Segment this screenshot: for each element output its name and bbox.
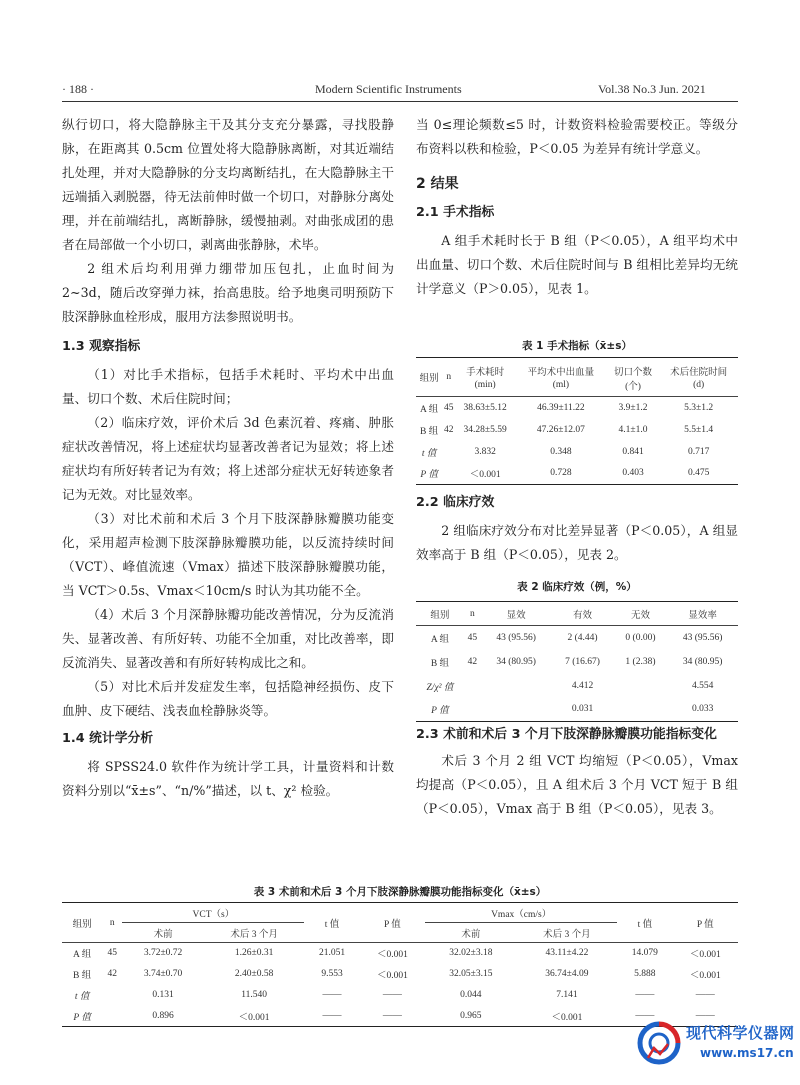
table-header: n xyxy=(469,608,475,619)
paragraph: 2 组临床疗效分布对比差异显著（P＜0.05），A 组显效率高于 B 组（P＜0.05），见表 2。 xyxy=(416,523,738,562)
header-rule xyxy=(62,101,738,102)
table-header: Vmax（cm/s） xyxy=(425,903,617,923)
paragraph: （1）对比手术指标，包括手术耗时、平均术中出血量、切口个数、术后住院时间； xyxy=(62,367,394,406)
paragraph: 将 SPSS24.0 软件作为统计学工具，计量资料和计数资料分别以“x̄±s”、“n/%”描述，以 t、χ² 检验。 xyxy=(62,759,394,798)
watermark-logo-icon xyxy=(634,1018,684,1068)
table-cell: Z/χ² 值 xyxy=(426,682,454,693)
paragraph: A 组手术耗时长于 B 组（P＜0.05），A 组平均术中出血量、切口个数、术后住院时间与 B 组相比差异均无统计学意义（P＞0.05），见表 1。 xyxy=(416,233,738,296)
table-cell: 14.079 xyxy=(631,948,658,959)
page-number: · 188 · xyxy=(62,82,94,96)
table-cell xyxy=(102,985,122,1006)
table-header: 显效率 xyxy=(688,610,717,621)
table-row xyxy=(62,985,738,1006)
table-cell: —— xyxy=(635,990,655,1000)
paragraph: （2）临床疗效，评价术后 3d 色素沉着、疼痛、肿胀症状改善情况，将上述症状均显著改善者记为显效；将上述症状均有所好转者记为有效；将上述部分症状无好转迹象者记为无效。对比显效率。 xyxy=(62,415,394,502)
table-cell: 4.1±1.0 xyxy=(618,424,648,435)
table-unit: (min) xyxy=(455,378,515,397)
table-cell: 45 xyxy=(444,402,454,413)
table-row xyxy=(416,441,738,463)
paragraph: 术后 3 个月 2 组 VCT 均缩短（P＜0.05），Vmax 均提高（P＜0.05），且 A 组术后 3 个月 VCT 短于 B 组（P＜0.05），Vmax 高于 B 组（P＜0.05），见表 3。 xyxy=(416,753,738,816)
table-cell: 3.72±0.72 xyxy=(143,948,183,959)
watermark-name: 现代科学仪器网 xyxy=(686,1024,795,1042)
table-cell xyxy=(464,674,481,698)
table-row xyxy=(416,397,738,419)
table-cell: ＜0.001 xyxy=(238,1012,270,1023)
table-row xyxy=(416,626,738,650)
paragraph: 当 0≤理论频数≤5 时，计数资料检验需要校正。等级分布资料以秩和检验，P＜0.05 为差异有统计学意义。 xyxy=(416,117,738,156)
table-cell: 36.74±4.09 xyxy=(545,969,589,979)
paragraph: （5）对比术后并发症发生率，包括隐神经损伤、皮下血肿、皮下硬结、浅表血栓静脉炎等。 xyxy=(62,679,394,718)
table-cell: 3.74±0.70 xyxy=(143,969,183,979)
table-cell: —— xyxy=(695,1010,715,1021)
table-row xyxy=(416,698,738,722)
section-2-2 xyxy=(416,491,738,567)
section-heading: 2.1 手术指标 xyxy=(416,205,495,220)
table-cell: B 组 xyxy=(73,971,92,981)
table2-caption: 表 2 临床疗效（例，%） xyxy=(517,581,637,593)
table-row xyxy=(416,463,738,485)
table-header: 组别 xyxy=(430,610,450,621)
table-cell: 47.26±12.07 xyxy=(536,424,585,435)
table-row xyxy=(416,674,738,698)
table-header: 手术耗时 xyxy=(466,368,505,378)
table-cell: —— xyxy=(635,1010,655,1021)
table-cell: 0.728 xyxy=(550,468,572,479)
table-subheader: 术前 xyxy=(425,923,517,943)
table-subheader: 术后 3 个月 xyxy=(517,923,618,943)
table-subheader: 术前 xyxy=(122,923,203,943)
table-cell xyxy=(102,1006,122,1027)
table-cell: 0.403 xyxy=(622,468,644,479)
table-cell: 0.348 xyxy=(550,446,572,457)
table-cell: 34 (80.95) xyxy=(496,656,536,667)
table-cell: 4.554 xyxy=(691,680,714,691)
table-cell: 42 xyxy=(107,969,118,979)
table-cell: 0.044 xyxy=(460,990,482,1000)
table-header: 显效 xyxy=(506,610,526,621)
table-cell: 43 (95.56) xyxy=(496,632,536,643)
table-cell: 43.11±4.22 xyxy=(545,948,589,959)
table-cell: 0.475 xyxy=(687,468,710,479)
table-cell: 34.28±5.59 xyxy=(463,424,507,435)
table-cell: P 值 xyxy=(73,1012,91,1023)
table-cell: —— xyxy=(695,990,715,1000)
table-cell: 3.832 xyxy=(474,446,496,457)
table-unit: (d) xyxy=(659,378,738,397)
table1-caption: 表 1 手术指标（x̄±s） xyxy=(522,340,632,352)
watermark-url: www.ms17.cn xyxy=(700,1046,794,1060)
table-cell: t 值 xyxy=(74,992,90,1002)
table-unit: (ml) xyxy=(515,378,607,397)
table-header: n xyxy=(102,903,122,943)
section-heading: 2.2 临床疗效 xyxy=(416,495,495,510)
table-cell xyxy=(614,698,668,722)
table-cell: 45 xyxy=(107,948,118,959)
table3 xyxy=(62,902,738,1027)
table-cell: 0.717 xyxy=(687,446,710,457)
table-cell: ＜0.001 xyxy=(469,470,501,481)
table-cell: ＜0.001 xyxy=(376,950,408,961)
table-cell: 0.841 xyxy=(622,446,644,457)
issue-info: Vol.38 No.3 Jun. 2021 xyxy=(598,82,706,96)
section-heading: 2 结果 xyxy=(416,176,459,192)
table-header: 平均术中出血量 xyxy=(527,368,595,378)
table-cell: ＜0.001 xyxy=(376,971,408,981)
right-column xyxy=(416,113,738,301)
table-cell: 42 xyxy=(467,656,478,667)
table-header: 有效 xyxy=(573,610,593,621)
table-cell: —— xyxy=(322,990,342,1000)
table-cell: 38.63±5.12 xyxy=(463,402,507,413)
table-row xyxy=(62,964,738,985)
paragraph: 纵行切口，将大隐静脉主干及其分支充分暴露，寻找股静脉，在距离其 0.5cm 位置处将大隐静脉离断，对其近端结扎处理，并对大隐静脉的分支均离断结扎，在大隐静脉主干远端插入剥脱器，待无法前伸时做一个切口，对静脉分离处理，并在前端结扎，离断静脉，缓慢抽剥。对曲张成团的患者在局部做一个小切口，剥离曲张静脉，术毕。 xyxy=(62,117,394,252)
table-cell: 5.888 xyxy=(634,969,656,979)
table-cell: P 值 xyxy=(420,470,438,481)
table-header: 术后住院时间 xyxy=(670,368,728,378)
table-cell: 2.40±0.58 xyxy=(234,969,274,979)
table-cell: 7.141 xyxy=(556,990,578,1000)
table-cell: B 组 xyxy=(430,658,450,669)
table-cell: —— xyxy=(322,1010,342,1021)
table-cell: 3.9±1.2 xyxy=(618,402,648,413)
table-cell: ＜0.001 xyxy=(551,1012,583,1023)
table-cell: P 值 xyxy=(431,706,449,717)
table-cell xyxy=(464,698,481,722)
table-cell xyxy=(442,463,455,485)
table3-caption: 表 3 术前和术后 3 个月下肢深静脉瓣膜功能指标变化（x̄±s） xyxy=(253,886,547,898)
table-cell: 43 (95.56) xyxy=(682,632,723,643)
table-cell: 7 (16.67) xyxy=(565,656,600,667)
table-header: P 值 xyxy=(673,903,738,943)
table-cell: 0.896 xyxy=(152,1010,174,1021)
table-cell: 5.5±1.4 xyxy=(684,424,714,435)
table2 xyxy=(416,601,738,722)
table-cell: 0 (0.00) xyxy=(625,632,656,643)
table-cell: ＜0.001 xyxy=(689,950,721,961)
table-cell: 9.553 xyxy=(321,969,343,979)
table-cell: 1 (2.38) xyxy=(625,656,656,667)
table-cell: 32.05±3.15 xyxy=(449,969,493,979)
table-cell: 5.3±1.2 xyxy=(684,402,714,413)
table-header: VCT（s） xyxy=(122,903,304,923)
table-cell xyxy=(481,674,552,698)
table-cell: ＜0.001 xyxy=(689,971,721,981)
table-cell: 32.02±3.18 xyxy=(449,948,493,959)
table-cell: 21.051 xyxy=(318,948,346,959)
table-header: 组别 xyxy=(416,358,442,397)
table-unit: (个) xyxy=(607,378,659,397)
paragraph: 2 组术后均利用弹力绷带加压包扎，止血时间为 2~3d，随后改穿弹力袜，抬高患肢。给予地奥司明预防下肢深静脉血栓形成，服用方法参照说明书。 xyxy=(62,261,394,324)
table-cell xyxy=(442,441,455,463)
table-cell: 4.412 xyxy=(571,680,594,691)
paragraph: （3）对比术前和术后 3 个月下肢深静脉瓣膜功能变化，采用超声检测下肢深静脉瓣膜功能，以反流持续时间（VCT）、峰值流速（Vmax）描述下肢深静脉瓣膜功能，当 VCT＞0.5s、Vmax＜10cm/s 时认为其功能不全。 xyxy=(62,511,394,598)
table-cell: 2 (4.44) xyxy=(567,632,598,643)
table-header: n xyxy=(442,358,455,397)
table-cell: 42 xyxy=(444,424,454,435)
table1 xyxy=(416,357,738,485)
table-cell: t 值 xyxy=(421,448,437,459)
table-cell: B 组 xyxy=(420,426,439,437)
table-header: 切口个数 xyxy=(614,368,653,378)
table-header: t 值 xyxy=(304,903,359,943)
table-cell: A 组 xyxy=(73,950,92,961)
table-cell: 0.033 xyxy=(691,704,714,715)
left-column xyxy=(62,113,394,803)
table-cell: 45 xyxy=(467,632,478,643)
section-heading: 1.3 观察指标 xyxy=(62,339,141,354)
table-header: P 值 xyxy=(360,903,425,943)
section-2-3 xyxy=(416,723,738,821)
table-cell: 46.39±11.22 xyxy=(537,402,585,413)
table-cell: A 组 xyxy=(430,634,450,645)
table-header: 无效 xyxy=(630,610,650,621)
table-row xyxy=(416,419,738,441)
table-cell: 11.540 xyxy=(241,990,267,1000)
section-heading: 1.4 统计学分析 xyxy=(62,731,154,746)
table-cell: —— xyxy=(382,990,402,1000)
table-header: t 值 xyxy=(617,903,672,943)
table-subheader: 术后 3 个月 xyxy=(204,923,305,943)
paragraph: （4）术后 3 个月深静脉瓣功能改善情况，分为反流消失、显著改善、有所好转、功能不全加重，对比改善率，即反流消失、显著改善和有所好转构成比之和。 xyxy=(62,607,394,670)
table-cell: A 组 xyxy=(420,404,439,415)
table-header: 组别 xyxy=(62,903,102,943)
table-cell xyxy=(614,674,668,698)
table-row xyxy=(416,650,738,674)
section-heading: 2.3 术前和术后 3 个月下肢深静脉瓣膜功能指标变化 xyxy=(416,727,717,742)
table-cell xyxy=(481,698,552,722)
table-cell: —— xyxy=(382,1010,402,1021)
table-cell: 0.131 xyxy=(152,990,174,1000)
table-cell: 0.965 xyxy=(460,1010,482,1021)
table-cell: 1.26±0.31 xyxy=(234,948,274,959)
table-row xyxy=(62,943,738,964)
journal-name: Modern Scientific Instruments xyxy=(315,82,462,96)
table-cell: 0.031 xyxy=(571,704,594,715)
table-cell: 34 (80.95) xyxy=(682,656,723,667)
